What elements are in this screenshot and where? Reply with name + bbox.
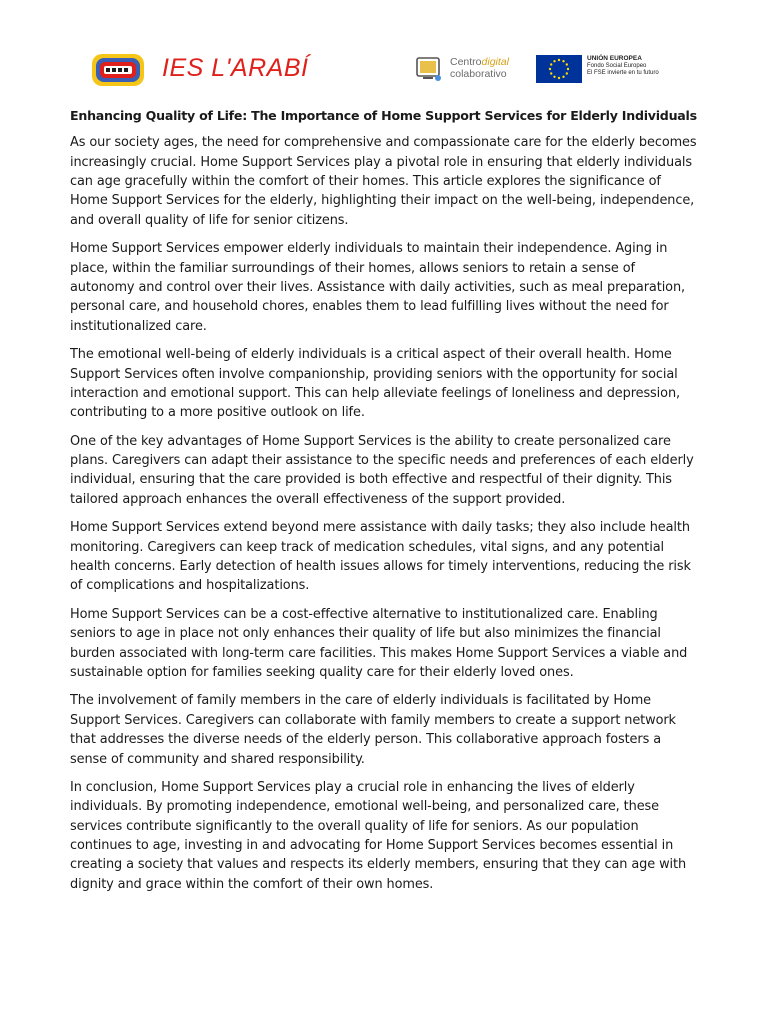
paragraph: Home Support Services empower elderly individuals to maintain their independence. Aging in place, within the familiar surroundings of their homes, allows seniors to retain a sense of autonomy and control over their lives. Assistance with daily activities, such as meal preparation, personal care, and household chores, enables them to lead fulfilling lives without the need for institutionalized care. xyxy=(70,241,686,334)
eu-star xyxy=(562,76,564,78)
eu-star xyxy=(562,60,564,62)
paragraph: As our society ages, the need for comprehensive and compassionate care for the elderly becomes increasingly crucial. Home Support Services play a pivotal role in ensuring that elderly individuals can age gracefully within the comfort of their homes. This article explores the significance of Home Support Services for the elderly, highlighting their impact on the well-being, independence, and overall quality of life for senior citizens. xyxy=(70,135,697,228)
document-title: Enhancing Quality of Life: The Importance of Home Support Services for Elderly Individuals xyxy=(70,108,697,123)
school-logo xyxy=(90,48,146,92)
eu-star xyxy=(550,72,552,74)
tablet-icon xyxy=(414,54,444,84)
eu-star xyxy=(549,68,551,70)
eu-star xyxy=(550,63,552,65)
eu-star xyxy=(566,72,568,74)
eu-star xyxy=(567,68,569,70)
school-name: IES L'ARABÍ xyxy=(162,54,309,82)
eu-flag-icon xyxy=(536,55,582,83)
eu-logo xyxy=(536,53,660,85)
eu-star xyxy=(558,77,560,79)
document-body xyxy=(70,106,700,903)
paragraph: Home Support Services extend beyond mere assistance with daily tasks; they also include health monitoring. Caregivers can keep track of medication schedules, vital signs, and any potential health concerns. Early detection of health issues allows for timely interventions, reducing the risk of complications and hospitalizations. xyxy=(70,520,691,594)
eu-star xyxy=(566,63,568,65)
center-logo-line1: Centro xyxy=(450,56,482,68)
paragraph: Home Support Services can be a cost-effective alternative to institutionalized care. Enabling seniors to age in place not only enhances their quality of life but also minimizes the financial burden associated with long-term care facilities. This makes Home Support Services a viable and sustainable option for families seeking quality care for their elderly loved ones. xyxy=(70,606,688,680)
eu-star xyxy=(553,76,555,78)
center-logo-line2: colaborativo xyxy=(450,68,507,80)
eu-tagline: El FSE invierte en tu futuro xyxy=(587,70,659,76)
eu-star xyxy=(558,59,560,61)
page-header xyxy=(86,46,686,96)
eu-star xyxy=(553,60,555,62)
eu-subtitle: Fondo Social Europeo xyxy=(587,62,647,69)
center-logo-text xyxy=(450,56,509,80)
eu-title: UNIÓN EUROPEA xyxy=(587,55,642,62)
paragraph: One of the key advantages of Home Support Services is the ability to create personalized care plans. Caregivers can adapt their assistance to the specific needs and preferences of each elderly individual, ensuring that the care provided is both effective and respectful of their dignity. This tailored approach enhances the overall effectiveness of the support provided. xyxy=(70,433,694,507)
center-logo-accent: digital xyxy=(481,56,509,68)
paragraph: In conclusion, Home Support Services play a crucial role in enhancing the lives of elderly individuals. By promoting independence, emotional well-being, and personalized care, these services contribute significantly to the overall quality of life for seniors. As our population continues to age, investing in and advocating for Home Support Services becomes essential in creating a society that values and respects its elderly members, ensuring that they can age with dignity and grace within the comfort of their own homes. xyxy=(70,780,687,892)
eu-text xyxy=(587,55,659,78)
paragraph: The emotional well-being of elderly individuals is a critical aspect of their overall health. Home Support Services often involve companionship, providing seniors with the opportunity for social interaction and emotional support. This can help alleviate feelings of loneliness and depression, contributing to a more positive outlook on life. xyxy=(70,347,681,421)
paragraph: The involvement of family members in the care of elderly individuals is facilitated by Home Support Services. Caregivers can collaborate with family members to create a support network that addresses the diverse needs of the elderly person. This collaborative approach fosters a sense of community and shared responsibility. xyxy=(70,693,676,767)
centro-digital-colaborativo-logo xyxy=(414,52,532,88)
